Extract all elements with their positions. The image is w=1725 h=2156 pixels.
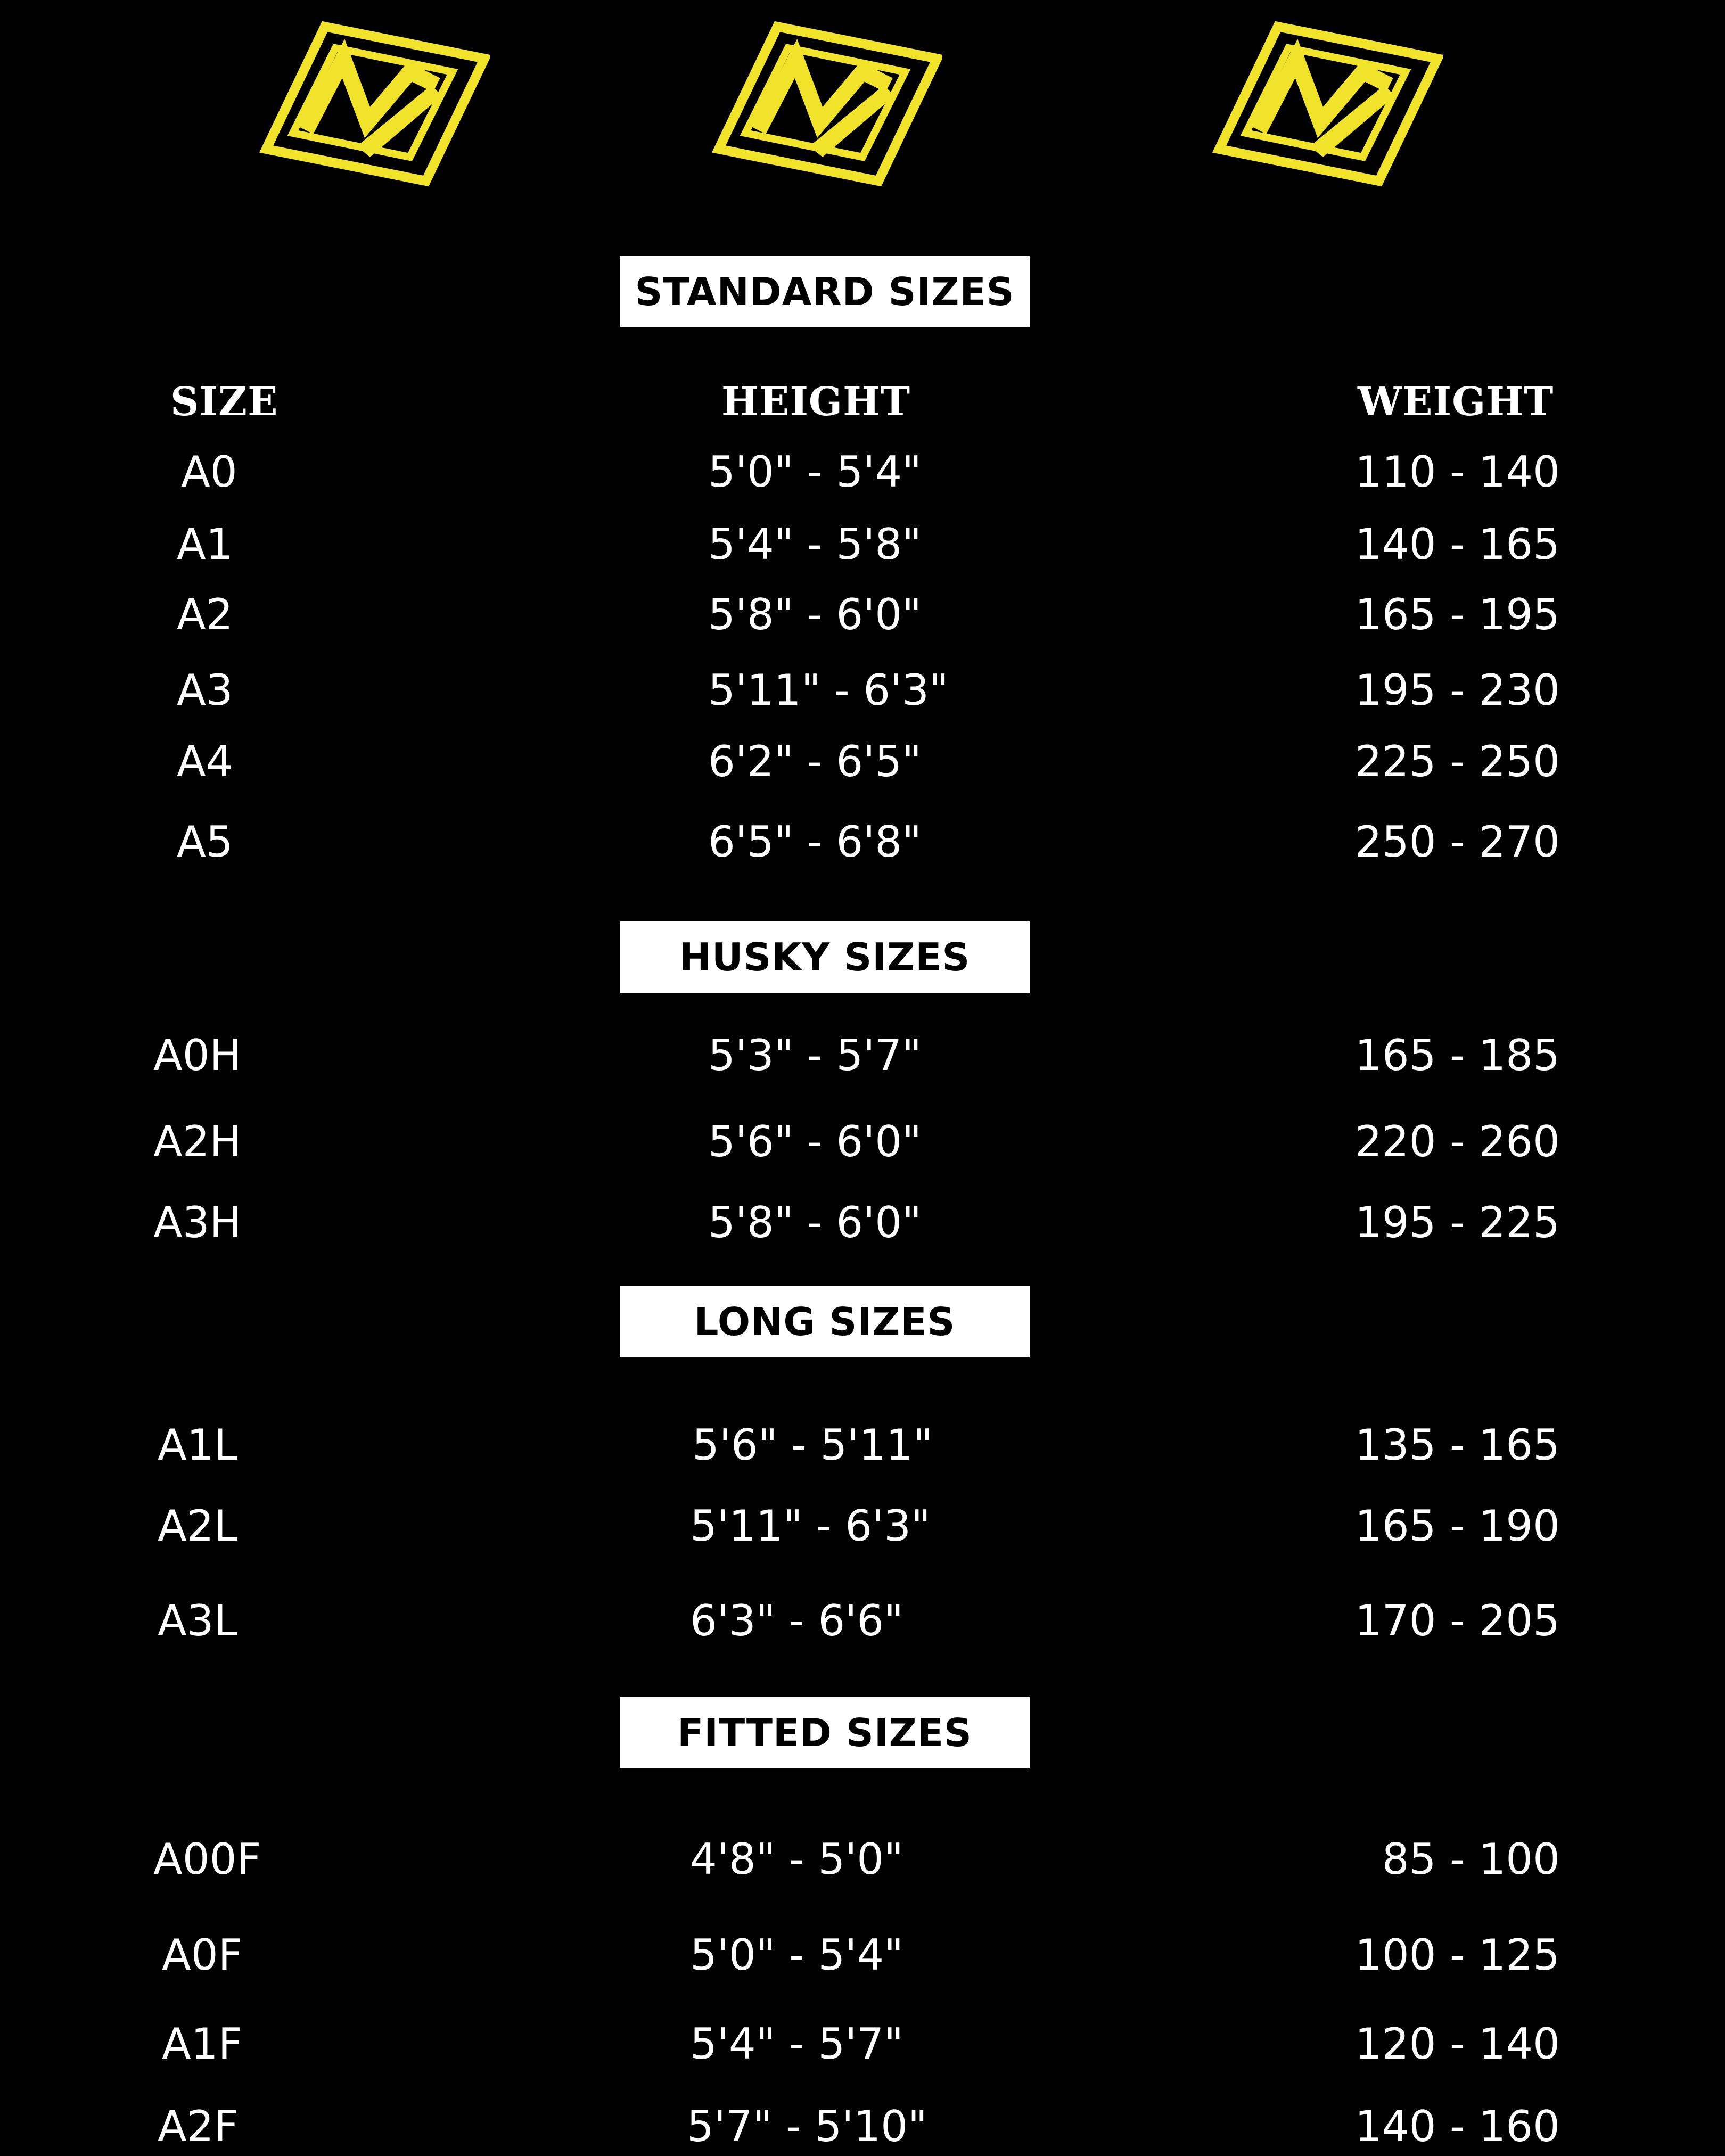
size-cell: A3H xyxy=(153,1198,242,1247)
column-header-height: HEIGHT xyxy=(721,379,911,425)
size-cell: A1F xyxy=(162,2019,243,2069)
height-cell: 4'8" - 5'0" xyxy=(690,1834,903,1884)
weight-cell: 140 - 160 xyxy=(1354,2102,1560,2151)
av-logo-icon xyxy=(256,21,490,186)
weight-cell: 195 - 230 xyxy=(1354,665,1560,715)
height-cell: 6'2" - 6'5" xyxy=(708,737,922,786)
size-cell: A2F xyxy=(158,2102,239,2151)
weight-cell: 85 - 100 xyxy=(1382,1834,1560,1884)
section-title-long: LONG SIZES xyxy=(620,1286,1030,1357)
brand-logo-left xyxy=(256,21,490,186)
weight-cell: 100 - 125 xyxy=(1354,1930,1560,1980)
size-cell: A00F xyxy=(153,1834,261,1884)
height-cell: 5'6" - 6'0" xyxy=(708,1117,922,1166)
height-cell: 6'5" - 6'8" xyxy=(708,817,922,867)
size-cell: A4 xyxy=(177,737,233,786)
weight-cell: 140 - 165 xyxy=(1354,520,1560,569)
size-cell: A5 xyxy=(177,817,233,867)
weight-cell: 120 - 140 xyxy=(1354,2019,1560,2069)
size-cell: A1 xyxy=(177,520,233,569)
weight-cell: 195 - 225 xyxy=(1354,1198,1560,1247)
weight-cell: 165 - 195 xyxy=(1354,590,1560,639)
brand-logo-center xyxy=(708,21,942,186)
size-cell: A3L xyxy=(158,1596,238,1645)
weight-cell: 165 - 185 xyxy=(1354,1031,1560,1080)
height-cell: 5'4" - 5'8" xyxy=(708,520,922,569)
weight-cell: 225 - 250 xyxy=(1354,737,1560,786)
height-cell: 5'11" - 6'3" xyxy=(690,1501,931,1551)
size-cell: A2L xyxy=(158,1501,238,1551)
height-cell: 5'3" - 5'7" xyxy=(708,1031,922,1080)
weight-cell: 250 - 270 xyxy=(1354,817,1560,867)
weight-cell: 220 - 260 xyxy=(1354,1117,1560,1166)
height-cell: 5'0" - 5'4" xyxy=(690,1930,903,1980)
column-header-weight: WEIGHT xyxy=(1358,379,1554,425)
size-cell: A3 xyxy=(177,665,233,715)
height-cell: 5'0" - 5'4" xyxy=(708,447,922,497)
height-cell: 5'8" - 6'0" xyxy=(708,590,922,639)
size-cell: A2H xyxy=(153,1117,242,1166)
section-title-standard: STANDARD SIZES xyxy=(620,256,1030,327)
av-logo-icon xyxy=(708,21,942,186)
size-cell: A0 xyxy=(181,447,237,497)
weight-cell: 165 - 190 xyxy=(1354,1501,1560,1551)
height-cell: 5'7" - 5'10" xyxy=(687,2102,927,2151)
section-title-husky: HUSKY SIZES xyxy=(620,921,1030,993)
brand-logo-right xyxy=(1209,21,1443,186)
height-cell: 5'4" - 5'7" xyxy=(690,2019,903,2069)
size-cell: A1L xyxy=(158,1420,238,1470)
size-cell: A2 xyxy=(177,590,233,639)
height-cell: 5'11" - 6'3" xyxy=(708,665,949,715)
size-cell: A0F xyxy=(162,1930,243,1980)
height-cell: 6'3" - 6'6" xyxy=(690,1596,903,1645)
height-cell: 5'8" - 6'0" xyxy=(708,1198,922,1247)
height-cell: 5'6" - 5'11" xyxy=(692,1420,933,1470)
weight-cell: 135 - 165 xyxy=(1354,1420,1560,1470)
weight-cell: 170 - 205 xyxy=(1354,1596,1560,1645)
section-title-fitted: FITTED SIZES xyxy=(620,1697,1030,1768)
size-cell: A0H xyxy=(153,1031,242,1080)
column-header-size: SIZE xyxy=(170,379,278,425)
av-logo-icon xyxy=(1209,21,1443,186)
weight-cell: 110 - 140 xyxy=(1354,447,1560,497)
